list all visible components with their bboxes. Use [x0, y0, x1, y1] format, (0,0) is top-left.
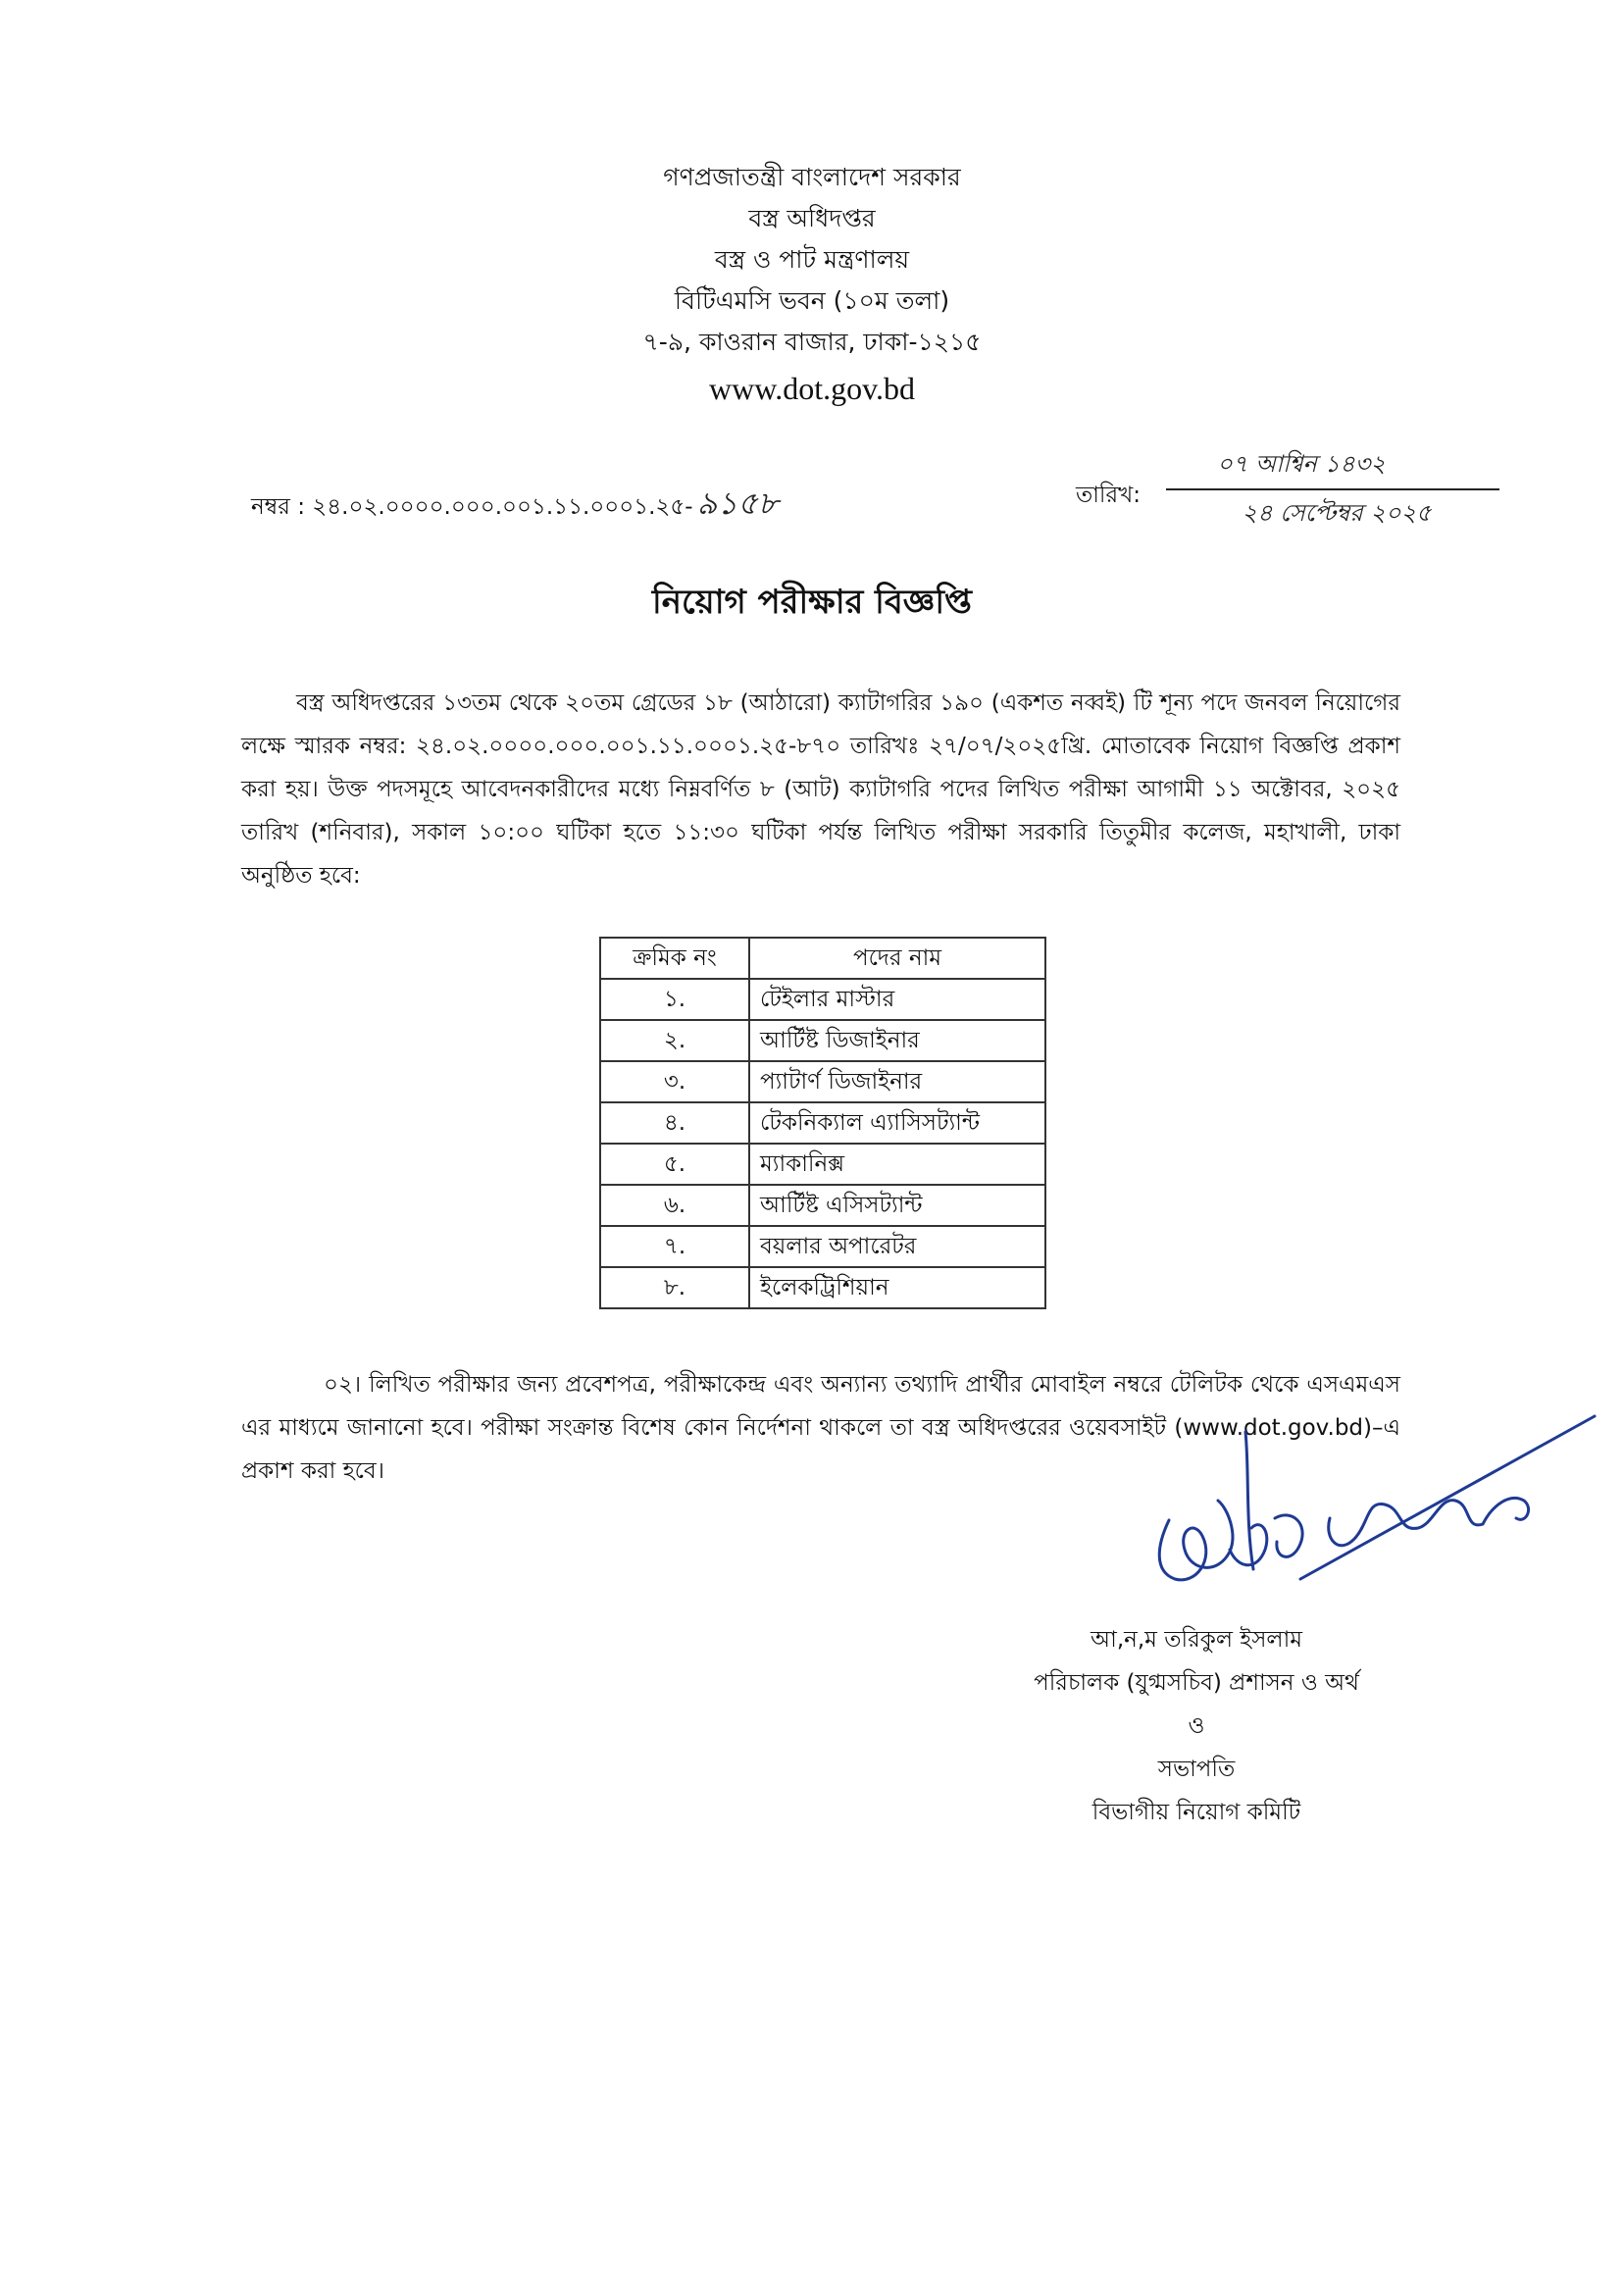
serial-cell: ১.: [600, 979, 749, 1020]
notice-title: নিয়োগ পরীক্ষার বিজ্ঞপ্তি: [651, 583, 972, 622]
column-header-serial: ক্রমিক নং: [600, 938, 749, 979]
building-name: বিটিএমসি ভবন (১০ম তলা): [674, 286, 950, 315]
table-row: [600, 1144, 1045, 1185]
table-row: [600, 1185, 1045, 1226]
table-row: [600, 1102, 1045, 1144]
post-cell: ইলেকট্রিশিয়ান: [749, 1267, 1045, 1308]
table-row: [600, 979, 1045, 1020]
handwritten-signature: [1128, 1402, 1599, 1628]
table-row: [600, 1061, 1045, 1102]
signatory-block: [941, 1618, 1451, 1834]
memo-handwritten-number: ৯১৫৮: [696, 484, 779, 522]
ministry-name: বস্ত্র ও পাট মন্ত্রণালয়: [714, 245, 910, 274]
date-english: ২৪ সেপ্টেম্বর ২০২৫: [1242, 499, 1432, 527]
signatory-designation: পরিচালক (যুগ্মসচিব) প্রশাসন ও অর্থ: [1034, 1670, 1359, 1696]
table-row: [600, 1226, 1045, 1267]
signature-stroke: [1245, 1432, 1253, 1569]
serial-cell: ৩.: [600, 1061, 749, 1102]
signature-stroke: [1159, 1501, 1233, 1580]
table-row: [600, 1020, 1045, 1061]
date-block: [1076, 446, 1432, 535]
serial-cell: ২.: [600, 1020, 749, 1061]
signature-stroke: [1329, 1501, 1483, 1546]
post-cell: ম্যাকানিক্স: [749, 1144, 1045, 1185]
column-header-post: পদের নাম: [749, 938, 1045, 979]
post-cell: প্যাটার্ণ ডিজাইনার: [749, 1061, 1045, 1102]
date-bangla: ০৭ আশ্বিন ১৪৩২: [1217, 450, 1386, 478]
letterhead: [0, 157, 1624, 412]
date-label: তারিখ:: [1076, 483, 1142, 508]
post-cell: টেকনিক্যাল এ্যাসিসট্যান্ট: [749, 1102, 1045, 1144]
signature-stroke: [1275, 1515, 1302, 1556]
serial-cell: ৬.: [600, 1185, 749, 1226]
signatory-role: সভাপতি: [1157, 1757, 1236, 1782]
memo-number: [251, 479, 779, 532]
table-header-row: [600, 938, 1045, 979]
table-row: [600, 1267, 1045, 1308]
post-cell: বয়লার অপারেটর: [749, 1226, 1045, 1267]
signatory-committee: বিভাগীয় নিয়োগ কমিটি: [1091, 1800, 1301, 1825]
post-cell: টেইলার মাস্টার: [749, 979, 1045, 1020]
signature-stroke: [1483, 1498, 1529, 1524]
signature-strokes: [1159, 1416, 1595, 1580]
notice-paragraph-1: বস্ত্র অধিদপ্তরের ১৩তম থেকে ২০তম গ্রেডের ১৮ (আঠারো) ক্যাটাগরির ১৯০ (একশত নব্বই) টি শূন্য পদে জনবল নিয়োগের লক্ষে স্মারক নম্বর: ২৪.০২.০০০০.০০০.০০১.১১.০০০১.২৫-৮৭০ তারিখঃ ২৭/০৭/২০২৫খ্রি. মোতাবেক নিয়োগ বিজ্ঞপ্তি প্রকাশ করা হয়। উক্ত পদসমূহে আবেদনকারীদের মধ্যে নিম্নবর্ণিত ৮ (আট) ক্যাটাগরি পদের লিখিত পরীক্ষা আগামী ১১ অক্টোবর, ২০২৫ তারিখ (শনিবার), সকাল ১০:০০ ঘটিকা হতে ১১:৩০ ঘটিকা পর্যন্ত লিখিত পরীক্ষা সরকারি তিতুমীর কলেজ, মহাখালী, ঢাকা অনুষ্ঠিত হবে:: [241, 690, 1400, 889]
serial-cell: ৮.: [600, 1267, 749, 1308]
memo-label: নম্বর : ২৪.০২.০০০০.০০০.০০১.১১.০০০১.২৫-: [251, 494, 693, 520]
office-address: ৭-৯, কাওরান বাজার, ঢাকা-১২১৫: [642, 328, 982, 356]
posts-table: [599, 937, 1046, 1309]
department-name: বস্ত্র অধিদপ্তর: [748, 204, 876, 232]
post-cell: আর্টিষ্ট এসিসট্যান্ট: [749, 1185, 1045, 1226]
serial-cell: ৪.: [600, 1102, 749, 1144]
serial-cell: ৭.: [600, 1226, 749, 1267]
govt-name: গণপ্রজাতন্ত্রী বাংলাদেশ সরকার: [663, 163, 961, 191]
signatory-name: আ,ন,ম তরিকুল ইসলাম: [1090, 1627, 1303, 1653]
date-divider: [1166, 488, 1499, 490]
signatory-conjunction: ও: [1188, 1713, 1205, 1739]
post-cell: আর্টিষ্ট ডিজাইনার: [749, 1020, 1045, 1061]
signature-stroke: [1300, 1416, 1595, 1579]
website-link[interactable]: www.dot.gov.bd: [708, 371, 916, 406]
notice-paragraph-2: ০২। লিখিত পরীক্ষার জন্য প্রবেশপত্র, পরীক্ষাকেন্দ্র এবং অন্যান্য তথ্যাদি প্রার্থীর মোবাইল নম্বরে টেলিটক থেকে এসএমএস এর মাধ্যমে জানানো হবে। পরীক্ষা সংক্রান্ত বিশেষ কোন নির্দেশনা থাকলে তা বস্ত্র অধিদপ্তরের ওয়েবসাইট (www.dot.gov.bd)–এ প্রকাশ করা হবে।: [241, 1372, 1400, 1484]
serial-cell: ৫.: [600, 1144, 749, 1185]
